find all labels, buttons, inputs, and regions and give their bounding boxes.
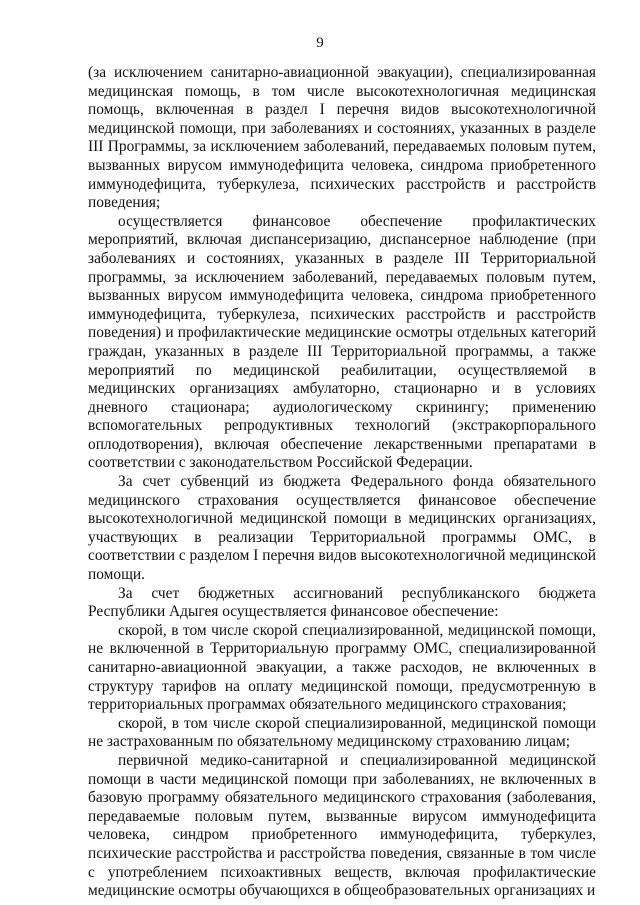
paragraph-preventive-measures: осуществляется финансовое обеспечение профилактических мероприятий, включая диспансеризацию, диспансерное наблюдение (при заболеваниях и состояниях, указанных в разделе III Территориальной программы, за исключением заболеваний, передаваемых половым путем, вызванных вирусом иммунодефицита человека, синдрома приобретенного иммунодефицита, туберкулеза, психических расстройств и расстройств поведения) и профилактические медицинские осмотры отдельных категорий граждан, указанных в разделе III Территориальной программы, а также мероприятий по медицинской реабилитации, осуществляемой в медицинских организациях амбулаторно, стационарно и в условиях дневного стационара; аудиологическому скринингу; применению вспомогательных репродуктивных технологий (экстракорпорального оплодотворения), включая обеспечение лекарственными препаратами в соответствии с законодательством Российской Федерации. <box>88 212 596 472</box>
paragraph-republic-budget: За счет бюджетных ассигнований республиканского бюджета Республики Адыгея осуществляется финансовое обеспечение: <box>88 584 596 621</box>
paragraph-emergency-care: скорой, в том числе скорой специализированной, медицинской помощи, не включенной в Территориальную программу ОМС, специализированной санитарно-авиационной эвакуации, а также расходов, не включенных в структуру тарифов на оплату медицинской помощи, предусмотренную в территориальных программах обязательного медицинского страхования; <box>88 621 596 714</box>
document-body <box>88 64 596 901</box>
paragraph-federal-subventions: За счет субвенций из бюджета Федерального фонда обязательного медицинского страхования осуществляется финансовое обеспечение высокотехнологичной медицинской помощи в медицинских организациях, участвующих в реализации Территориальной программы ОМС, в соответствии с разделом I перечня видов высокотехнологичной медицинской помощи. <box>88 473 596 584</box>
page-number: 9 <box>316 35 324 51</box>
paragraph-primary-specialized-care: первичной медико-санитарной и специализированной медицинской помощи в части медицинской помощи при заболеваниях, не включенных в базовую программу обязательного медицинского страхования (заболевания, передаваемые половым путем, вызванные вирусом иммунодефицита человека, синдром приобретенного иммунодефицита, туберкулез, психические расстройства и расстройства поведения, связанные в том числе с употреблением психоактивных веществ, включая профилактические медицинские осмотры обучающихся в общеобразовательных организациях и <box>88 751 596 900</box>
paragraph-uninsured-emergency-care: скорой, в том числе скорой специализированной, медицинской помощи не застрахованным по обязательному медицинскому страхованию лицам; <box>88 714 596 751</box>
paragraph-continuation: (за исключением санитарно-авиационной эвакуации), специализированная медицинская помощь, в том числе высокотехнологичная медицинская помощь, включенная в раздел I перечня видов высокотехнологичной медицинской помощи, при заболеваниях и состояниях, указанных в разделе III Программы, за исключением заболеваний, передаваемых половым путем, вызванных вирусом иммунодефицита человека, синдрома приобретенного иммунодефицита, туберкулеза, психических расстройств и расстройств поведения; <box>88 64 596 212</box>
